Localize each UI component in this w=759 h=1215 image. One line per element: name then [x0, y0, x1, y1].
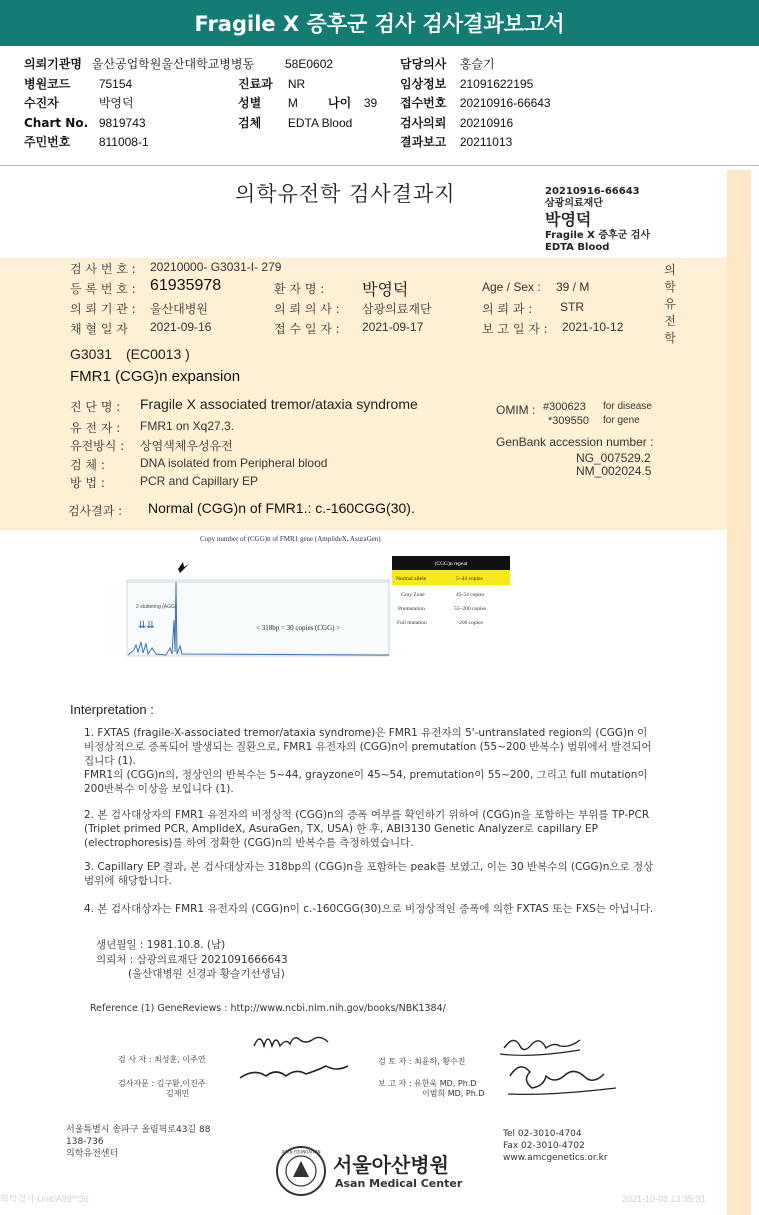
report-date-value: 2021-10-12: [562, 320, 624, 334]
examinee-field: 수진자 박영덕: [24, 96, 134, 110]
specimen-field: 검체 EDTA Blood: [238, 116, 353, 130]
sample-value: DNA isolated from Peripheral blood: [140, 456, 328, 470]
test-code: G3031: [70, 346, 113, 362]
electropherogram-svg: [126, 548, 516, 668]
patient-value: 박영덕: [362, 280, 409, 299]
hospital-logo: [275, 1145, 475, 1195]
test-no-value: 20210000- G3031-I- 279: [150, 260, 282, 274]
birth-date: 생년월일 : 1981.10.8. (남): [96, 939, 226, 951]
req-doctor-value: 삼광의료재단: [362, 302, 432, 316]
receipt-no-field: 접수번호 20210916-66643: [400, 96, 551, 110]
advisor-2: 김재민: [166, 1089, 190, 1098]
diagnosis-label: 진 단 명 :: [70, 400, 121, 414]
interpretation-p1b: FMR1의 (CGG)n의, 정상인의 반복수는 5~44, grayzone이 45~54, premutation이 55~200, 그리고 full mutation이 200반복수 이상을 보입니다 (1).: [84, 769, 648, 795]
test-code-2: (EC0013 ): [126, 346, 190, 362]
peak-arrow-icon: [178, 562, 189, 573]
requester: 의뢰처 : 삼광의료재단 2021091666643: [96, 954, 288, 966]
patient-label: 환 자 명 :: [274, 282, 325, 296]
hospital-code-field: 병원코드 75154: [24, 77, 133, 91]
collect-date-label: 채 혈 일 자: [70, 322, 128, 336]
reporter: 보 고 자 : 유한욱 MD, Ph.D: [378, 1079, 477, 1088]
table-header: (CGG)n repeat: [434, 561, 468, 567]
website: www.amcgenetics.or.kr: [503, 1153, 608, 1163]
peak-label: < 318bp = 30 copies (CGG) >: [256, 624, 341, 632]
request-date-field: 검사의뢰 20210916: [400, 116, 514, 130]
doctor-field: 담당의사 홍슬기: [400, 57, 495, 71]
table-row-name: Normal allele: [396, 576, 427, 582]
req-inst-label: 의 뢰 기 관 :: [70, 302, 136, 316]
patient-info-box: [0, 50, 759, 166]
gene-label: 유 전 자 :: [70, 421, 121, 435]
table-row-value: >200 copies: [456, 620, 483, 626]
omim-gene-text: for gene: [603, 415, 640, 426]
gene-value: FMR1 on Xq27.3.: [140, 419, 235, 433]
test-name: FMR1 (CGG)n expansion: [70, 368, 241, 385]
test-no-label: 검 사 번 호 :: [70, 262, 136, 276]
report-title: Fragile X 증후군 검사 검사결과보고서: [0, 0, 759, 46]
seal-text: ASAN FOUNDATION: [281, 1149, 321, 1155]
department-field: 진료과 NR: [238, 77, 306, 91]
watermark-left: 의학검사 Unit/A99**36: [0, 1194, 89, 1204]
req-inst-value: 울산대병원: [150, 302, 208, 316]
stutter-arrows-icon: ⇊⇊: [138, 620, 155, 631]
interpretation-title: Interpretation :: [70, 702, 154, 717]
reg-no-value: 61935978: [150, 277, 222, 294]
genbank-v1: NG_007529.2: [576, 451, 651, 465]
plot-area: [127, 580, 389, 656]
clinical-info-field: 임상정보 21091622195: [400, 77, 534, 91]
omim-disease-text: for disease: [603, 401, 652, 412]
genbank-v2: NM_002024.5: [576, 464, 652, 478]
electropherogram-figure: [126, 548, 516, 668]
table-row-name: Premutation: [398, 606, 425, 612]
asan-seal-icon: [275, 1145, 327, 1197]
omim-gene: *309550: [548, 415, 589, 427]
reg-no-label: 등 록 번 호 :: [70, 282, 136, 296]
age-field: 나이 39: [328, 96, 378, 110]
interpretation-p1: 1. FXTAS (fragile-X-associated tremor/ataxia syndrome)은 FMR1 유전자의 5'-untranslated region의 (CGG)n 이 비정상적으로 증폭되어 발생되는 질환으로, FMR1 유전자의 (CGG)n이 premutation (55~200 반복수) 범위에서 발견되어집니다 (1).: [84, 727, 652, 767]
watermark-right: 2021-10-08 13:35:31: [622, 1194, 706, 1204]
sample-stamp: 20210916-66643 삼광의료재단 박영덕 Fragile X 증후군 검사 EDTA Blood: [545, 186, 651, 253]
omim-label: OMIM :: [496, 403, 536, 417]
result-label: 검사결과 :: [68, 504, 123, 518]
document-title: 의학유전학 검사결과지: [235, 182, 456, 206]
address-1: 서울특별시 송파구 올림픽로43길 88: [66, 1125, 211, 1135]
result-value: Normal (CGG)n of FMR1.: c.-160CGG(30).: [148, 500, 415, 516]
fax: Fax 02-3010-4702: [503, 1141, 585, 1151]
omim-disease: #300623: [543, 401, 586, 413]
address-2: 138-736: [66, 1137, 104, 1147]
genbank-label: GenBank accession number :: [496, 435, 654, 449]
table-row-value: 5~44 copies: [456, 576, 483, 582]
table-row-value: 45-54 copies: [456, 592, 485, 598]
diagnosis-value: Fragile X associated tremor/ataxia syndrome: [140, 396, 418, 412]
interpretation-p4: 4. 본 검사대상자는 FMR1 유전자의 (CGG)n이 c.-160CGG(30)으로 비정상적인 증폭에 의한 FXTAS 또는 FXS는 아닙니다.: [84, 903, 654, 915]
reference: Reference (1) GeneReviews : http://www.ncbi.nlm.nih.gov/books/NBK1384/: [90, 1003, 446, 1014]
code-field: 58E0602: [285, 57, 334, 71]
hospital-name-en: Asan Medical Center: [335, 1177, 463, 1190]
report-date-field: 결과보고 20211013: [400, 135, 513, 149]
table-row-value: 55~200 copies: [454, 606, 487, 612]
inheritance-label: 유전방식 :: [70, 439, 125, 453]
reporter-2: 이범희 MD, Ph.D: [422, 1089, 485, 1098]
interpretation-p3: 3. Capillary EP 결과, 본 검사대상자는 318bp의 (CGG)n을 포함하는 peak를 보였고, 이는 30 반복수의 (CGG)n으로 정상범위에 해당합니다.: [84, 861, 654, 887]
receive-date-value: 2021-09-17: [362, 320, 424, 334]
age-sex-label: Age / Sex :: [482, 280, 541, 294]
requester-detail: (울산대병원 신경과 황슬기선생님): [128, 968, 285, 980]
sex-field: 성별 M: [238, 96, 298, 110]
institution-field: 의뢰기관명 울산공업학원울산대학교병병동: [24, 57, 255, 71]
scanned-document: [0, 170, 759, 1215]
method-label: 방 법 :: [70, 476, 105, 490]
table-row-name: Full mutation: [397, 620, 427, 626]
sample-label: 검 체 :: [70, 458, 105, 472]
reviewer: 검 토 자 : 최윤하, 황수진: [378, 1057, 466, 1066]
chart-caption: Copy number of (CGG)n of FMR1 gene (AmplideX, AsuraGen): [200, 535, 381, 543]
chart-side-label: 2 stuttering (AGG): [136, 604, 177, 610]
chart-no-field: Chart No. 9819743: [24, 116, 146, 130]
age-sex-value: 39 / M: [556, 280, 590, 294]
advisor: 검사자문 : 김구환,이진주: [118, 1079, 206, 1088]
interpretation-p2: 2. 본 검사대상자의 FMR1 유전자의 비정상적 (CGG)n의 증폭 여부를 확인하기 위하여 (CGG)n을 포함하는 부위를 TP-PCR (Triplet primed PCR, AmplideX, AsuraGen, TX, USA) 한 후, ABI3130 Genetic Analyzer로 capillary EP (electrophoresis)를 하여 정확한 (CGG)n의 반복수를 측정하였습니다.: [84, 809, 650, 849]
signature-reviewer: [490, 1028, 620, 1108]
req-dept-label: 의 뢰 과 :: [482, 302, 533, 316]
table-row-name: Gray Zone: [401, 592, 425, 598]
address-3: 의학유전센터: [66, 1149, 119, 1159]
side-vertical-text: 의학유전학: [664, 263, 676, 345]
signature-tester: [236, 1026, 356, 1096]
tel: Tel 02-3010-4704: [503, 1129, 582, 1139]
method-value: PCR and Capillary EP: [140, 474, 259, 488]
tester: 검 사 자 : 최성훈, 이주연: [118, 1055, 206, 1064]
hospital-name-kr: 서울아산병원: [333, 1153, 449, 1177]
resident-no-field: 주민번호 811008-1: [24, 135, 149, 149]
report-date-label: 보 고 일 자 :: [482, 322, 548, 336]
right-margin-band: [727, 170, 751, 1215]
req-dept-value: STR: [560, 300, 584, 314]
receive-date-label: 접 수 일 자 :: [274, 322, 340, 336]
collect-date-value: 2021-09-16: [150, 320, 212, 334]
req-doctor-label: 의 뢰 의 사 :: [274, 302, 340, 316]
inheritance-value: 상염색체우성유전: [140, 439, 233, 453]
